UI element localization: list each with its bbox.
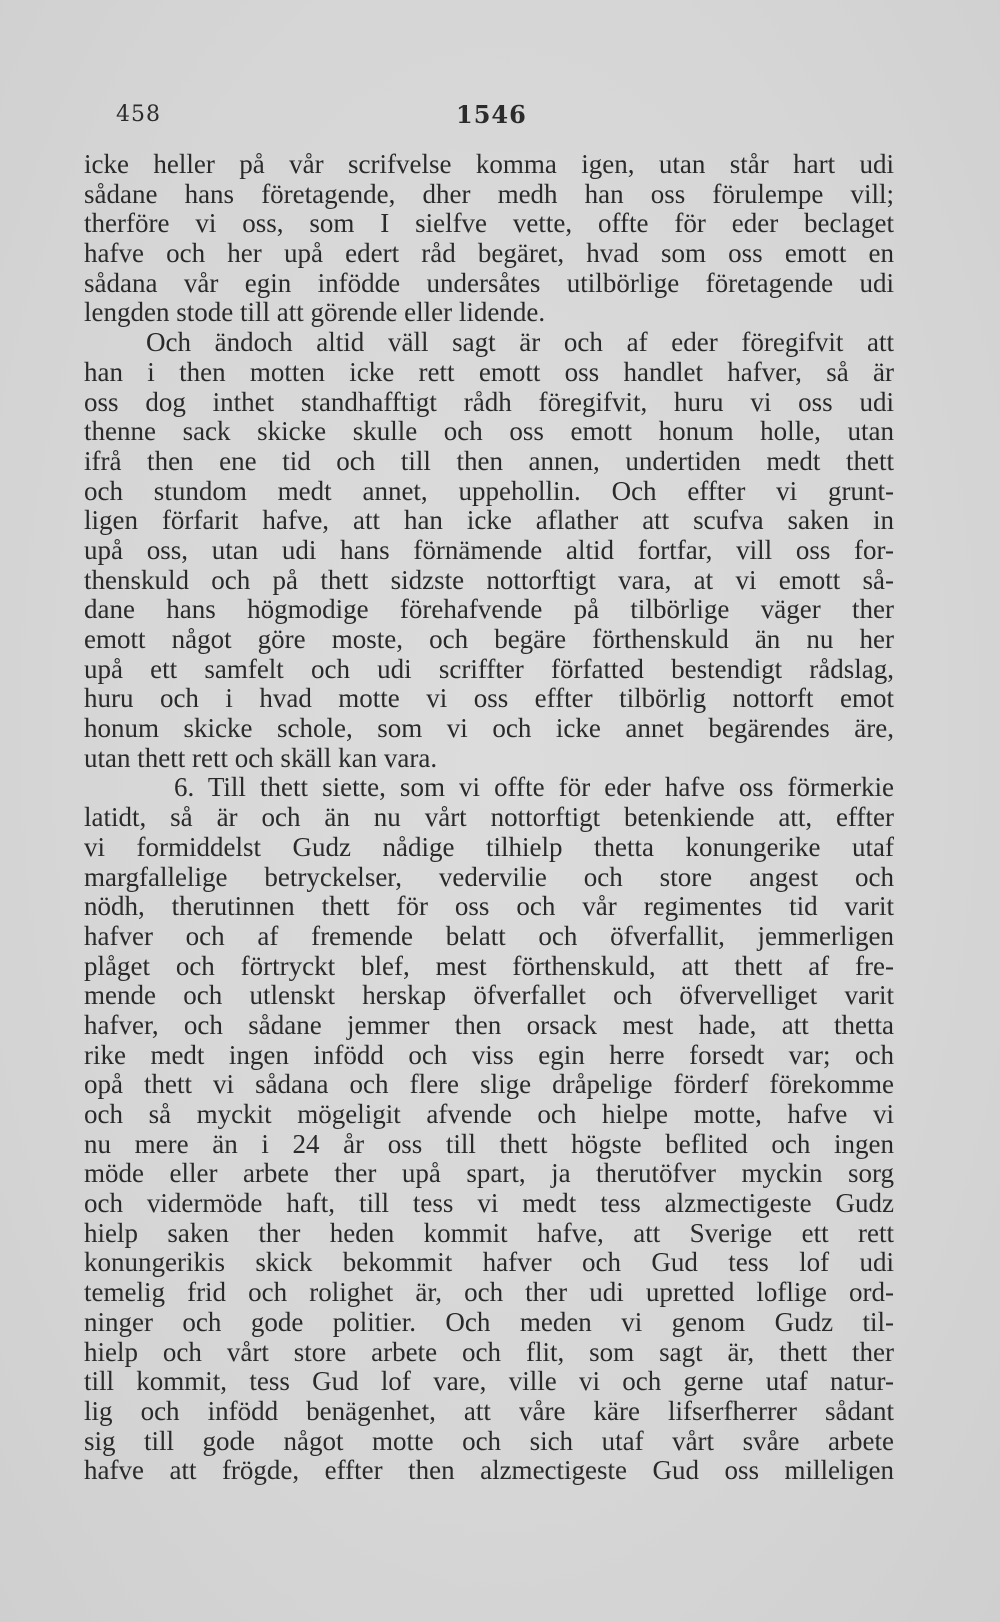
text-line: sådana vår egin infödde undersåtes utilbörlige företagende udi xyxy=(84,267,894,298)
text-line: thenskuld och på thett sidzste nottorftigt vara, at vi emott så- xyxy=(84,564,894,595)
text-line: dane hans högmodige förehafvende på tilbörlige väger ther xyxy=(84,594,894,625)
body-text xyxy=(84,150,894,1486)
text-line: 6. Till thett siette, som vi offte för eder hafve oss förmerkie xyxy=(174,772,894,803)
text-line: hielp saken ther heden kommit hafve, att Sverige ett rett xyxy=(84,1217,894,1248)
text-line: plåget och förtryckt blef, mest förthenskuld, att thett af fre- xyxy=(84,950,894,981)
text-line: möde eller arbete ther upå spart, ja therutöfver myckin sorg xyxy=(84,1158,894,1189)
text-line: opå thett vi sådana och flere slige dråpelige förderf förekomme xyxy=(84,1069,894,1100)
text-line: upå ett samfelt och udi scriffter författed bestendigt rådslag, xyxy=(84,653,894,684)
text-line: ifrå then ene tid och till then annen, undertiden medt thett xyxy=(84,445,894,476)
text-line: hafver, och sådane jemmer then orsack mest hade, att thetta xyxy=(84,1009,894,1040)
text-line: lig och infödd benägenhet, att våre käre lifserfherrer sådant xyxy=(84,1395,894,1426)
running-title-year: 1546 xyxy=(456,100,527,129)
text-line: han i then motten icke rett emott oss handlet hafver, så är xyxy=(84,356,894,387)
text-line: thenne sack skicke skulle och oss emott honum holle, utan xyxy=(84,416,894,447)
text-line: nu mere än i 24 år oss till thett högste beflited och ingen xyxy=(84,1128,894,1159)
text-line: therföre vi oss, som I sielfve vette, offte för eder beclaget xyxy=(84,208,894,239)
text-line: hafver och af fremende belatt och öfverfallit, jemmerligen xyxy=(84,920,894,951)
text-line: och så myckit mögeligit afvende och hielpe motte, hafve vi xyxy=(84,1099,894,1129)
text-line: latidt, så är och än nu vårt nottorftigt betenkiende att, effter xyxy=(84,802,894,833)
text-line: ninger och gode politier. Och meden vi genom Gudz til- xyxy=(84,1306,894,1337)
text-line: till kommit, tess Gud lof vare, ville vi och gerne utaf natur- xyxy=(84,1366,894,1397)
page-header xyxy=(84,92,894,132)
text-line: konungerikis skick bekommit hafver och Gud tess lof udi xyxy=(84,1247,894,1278)
text-line: och stundom medt annet, uppehollin. Och effter vi grunt- xyxy=(84,475,894,506)
text-line: hielp och vårt store arbete och flit, som sagt är, thett ther xyxy=(84,1336,894,1367)
text-line: mende och utlenskt herskap öfverfallet och öfvervelliget varit xyxy=(84,980,894,1011)
text-line: ligen förfarit hafve, att han icke aflather att scufva saken in xyxy=(84,505,894,536)
text-line: sig till gode något motte och sich utaf vårt svåre arbete xyxy=(84,1425,894,1456)
text-line: huru och i hvad motte vi oss effter tilbörlig nottorft emot xyxy=(84,683,894,714)
text-line: rike medt ingen infödd och viss egin herre forsedt var; och xyxy=(84,1039,894,1070)
text-line: utan thett rett och skäll kan vara. xyxy=(84,742,438,773)
text-line: nödh, therutinnen thett för oss och vår regimentes tid varit xyxy=(84,891,894,922)
text-line: temelig frid och rolighet är, och ther udi upretted loflige ord- xyxy=(84,1277,894,1308)
text-line: lengden stode till att görende eller lidende. xyxy=(84,297,546,328)
text-line: hafve och her upå edert råd begäret, hvad som oss emott en xyxy=(84,238,894,269)
text-line: och vidermöde haft, till tess vi medt tess alzmectigeste Gudz xyxy=(84,1188,894,1219)
text-line: emott något göre moste, och begäre förthenskuld än nu her xyxy=(84,624,894,654)
text-line: sådane hans företagende, dher medh han oss förulempe vill; xyxy=(84,178,894,209)
text-line: oss dog inthet standhafftigt rådh föregifvit, huru vi oss udi xyxy=(84,386,894,417)
text-line: margfallelige betryckelser, vedervilie och store angest och xyxy=(84,861,894,892)
page-number: 458 xyxy=(116,102,161,127)
text-line: upå oss, utan udi hans förnämende altid fortfar, vill oss for- xyxy=(84,534,894,565)
text-line: icke heller på vår scrifvelse komma igen, utan står hart udi xyxy=(84,149,894,179)
text-line: honum skicke schole, som vi och icke annet begärendes äre, xyxy=(84,713,894,744)
text-line: Och ändoch altid väll sagt är och af eder föregifvit att xyxy=(146,327,894,358)
text-line: hafve att frögde, effter then alzmectigeste Gud oss milleligen xyxy=(84,1455,894,1486)
text-line: vi formiddelst Gudz nådige tilhielp thetta konungerike utaf xyxy=(84,831,894,862)
